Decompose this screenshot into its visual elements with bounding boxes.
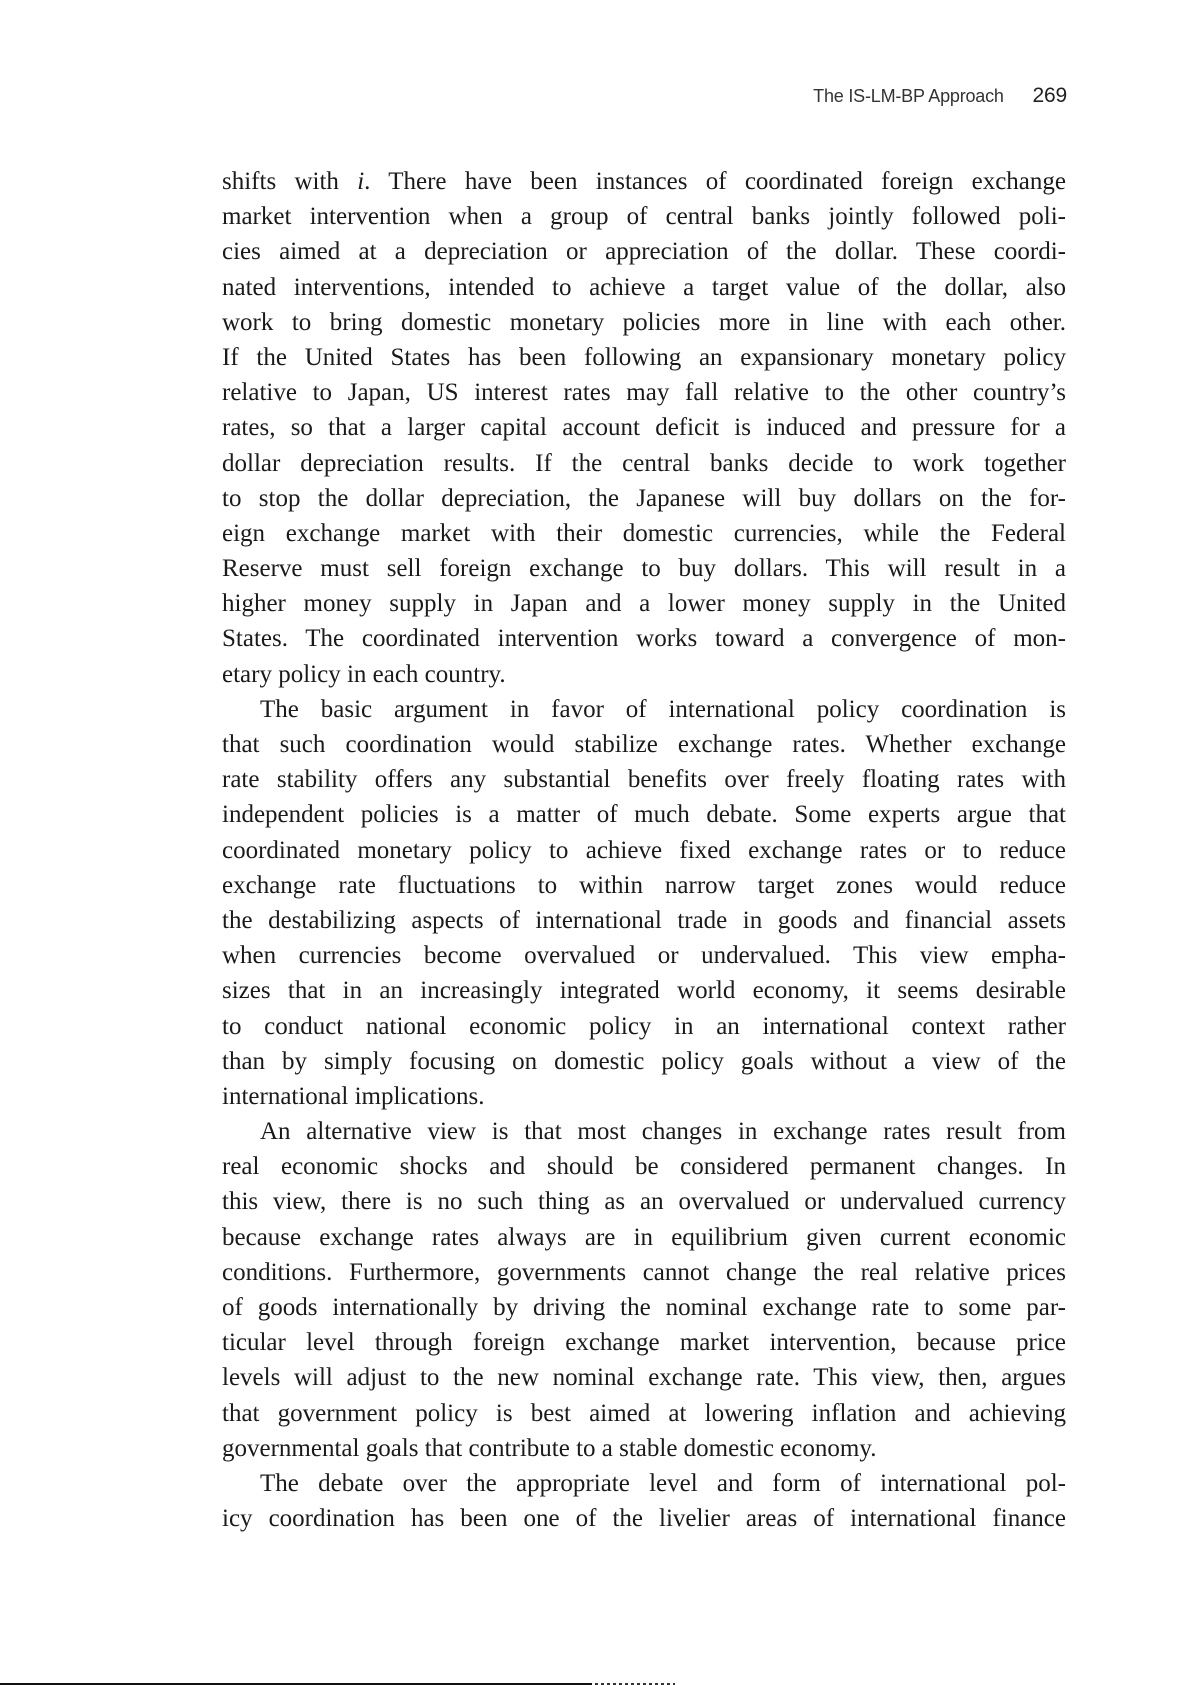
text-line-content: market intervention when a group of central banks jointly followed poli- [222, 203, 1066, 231]
text-line [222, 621, 1066, 656]
text-line-content: international implications. [222, 1082, 485, 1110]
text-line [222, 727, 1066, 762]
text-line [222, 1360, 1066, 1395]
text-line-content: If the United States has been following an expansionary monetary policy [222, 343, 1066, 371]
text-line [222, 692, 1066, 727]
text-line-content: independent policies is a matter of much debate. Some experts argue that [222, 801, 1066, 829]
text-line [222, 164, 1066, 199]
text-line-content: icy coordination has been one of the livelier areas of international finance [222, 1505, 1066, 1533]
text-line-content: cies aimed at a depreciation or appreciation of the dollar. These coordi- [222, 238, 1066, 266]
text-line [222, 938, 1066, 973]
text-line-content: that such coordination would stabilize exchange rates. Whether exchange [222, 731, 1066, 758]
text-line [222, 234, 1066, 269]
text-line-content: An alternative view is that most changes in exchange rates result from [260, 1118, 1066, 1146]
paragraph [222, 1466, 1066, 1536]
text-line-content: exchange rate fluctuations to within narrow target zones would reduce [222, 871, 1066, 899]
text-line [222, 1079, 1066, 1114]
variable-i: i [357, 168, 365, 195]
running-title: The IS-LM-BP Approach [813, 86, 1004, 106]
text-line-content: States. The coordinated intervention works toward a convergence of mon- [222, 625, 1066, 653]
text-line [222, 481, 1066, 516]
text-line-content: sizes that in an increasingly integrated world economy, it seems desirable [222, 977, 1066, 1005]
text-line-content: The basic argument in favor of international policy coordination is [260, 695, 1066, 723]
text-line-content: levels will adjust to the new nominal exchange rate. This view, then, argues [222, 1364, 1066, 1392]
text-line-content: ticular level through foreign exchange market intervention, because price [222, 1329, 1066, 1357]
text-line [222, 1114, 1066, 1149]
text-line-content: eign exchange market with their domestic currencies, while the Federal [222, 519, 1066, 547]
text-line [222, 657, 1066, 692]
text-line-content: real economic shocks and should be considered permanent changes. In [222, 1153, 1066, 1181]
text-line [222, 1431, 1066, 1466]
text-line-content: this view, there is no such thing as an overvalued or undervalued currency [222, 1188, 1066, 1216]
text-line [222, 1255, 1066, 1290]
paragraph [222, 164, 1066, 692]
paragraph [222, 1114, 1066, 1466]
text-line-content: the destabilizing aspects of international trade in goods and financial assets [222, 906, 1066, 934]
text-line-content: work to bring domestic monetary policies more in line with each other. [222, 308, 1066, 336]
text-line-content: to conduct national economic policy in an international context rather [222, 1012, 1066, 1040]
text-line-content: shifts with i. There have been instances of coordinated foreign exchange [222, 168, 1066, 195]
text-line-content: coordinated monetary policy to achieve fixed exchange rates or to reduce [222, 836, 1066, 864]
text-line-content: relative to Japan, US interest rates may fall relative to the other country’s [222, 379, 1066, 407]
text-line [222, 1396, 1066, 1431]
text-line [222, 340, 1066, 375]
text-line [222, 1149, 1066, 1184]
text-line [222, 410, 1066, 445]
text-line-content: when currencies become overvalued or undervalued. This view empha- [222, 942, 1066, 970]
text-line [222, 199, 1066, 234]
text-line [222, 973, 1066, 1008]
text-line [222, 305, 1066, 340]
text-line [222, 903, 1066, 938]
text-line [222, 1044, 1066, 1079]
text-line [222, 1325, 1066, 1360]
text-line [222, 797, 1066, 832]
page-number: 269 [1032, 84, 1067, 107]
text-line [222, 762, 1066, 797]
text-line-content: rate stability offers any substantial benefits over freely floating rates with [222, 766, 1066, 794]
text-line [222, 586, 1066, 621]
text-line-content: governmental goals that contribute to a stable domestic economy. [222, 1434, 877, 1462]
text-line [222, 375, 1066, 410]
text-line [222, 446, 1066, 481]
text-line-content: higher money supply in Japan and a lower money supply in the United [222, 590, 1066, 618]
text-line [222, 833, 1066, 868]
text-line [222, 868, 1066, 903]
text-line-content: conditions. Furthermore, governments cannot change the real relative prices [222, 1258, 1066, 1286]
text-line [222, 551, 1066, 586]
text-line-content: nated interventions, intended to achieve a target value of the dollar, also [222, 273, 1066, 301]
text-line [222, 1184, 1066, 1219]
text-line [222, 1290, 1066, 1325]
text-line [222, 1009, 1066, 1044]
paragraph [222, 692, 1066, 1114]
text-line-content: because exchange rates always are in equilibrium given current economic [222, 1223, 1066, 1251]
text-line-content: than by simply focusing on domestic policy goals without a view of the [222, 1047, 1066, 1075]
text-line [222, 1501, 1066, 1536]
body-text [222, 164, 1066, 1536]
text-line-content: to stop the dollar depreciation, the Japanese will buy dollars on the for- [222, 484, 1066, 512]
text-line-content: of goods internationally by driving the nominal exchange rate to some par- [222, 1294, 1066, 1321]
text-line [222, 1220, 1066, 1255]
text-line [222, 516, 1066, 551]
text-line-content: Reserve must sell foreign exchange to buy dollars. This will result in a [222, 555, 1066, 583]
text-line-content: that government policy is best aimed at lowering inflation and achieving [222, 1399, 1066, 1427]
running-head [813, 84, 1067, 108]
text-line [222, 1466, 1066, 1501]
text-line-content: rates, so that a larger capital account deficit is induced and pressure for a [222, 414, 1066, 442]
text-line-content: dollar depreciation results. If the central banks decide to work together [222, 449, 1066, 477]
text-line-content: The debate over the appropriate level and form of international pol- [260, 1469, 1066, 1497]
text-line-content: etary policy in each country. [222, 660, 506, 688]
text-line [222, 270, 1066, 305]
